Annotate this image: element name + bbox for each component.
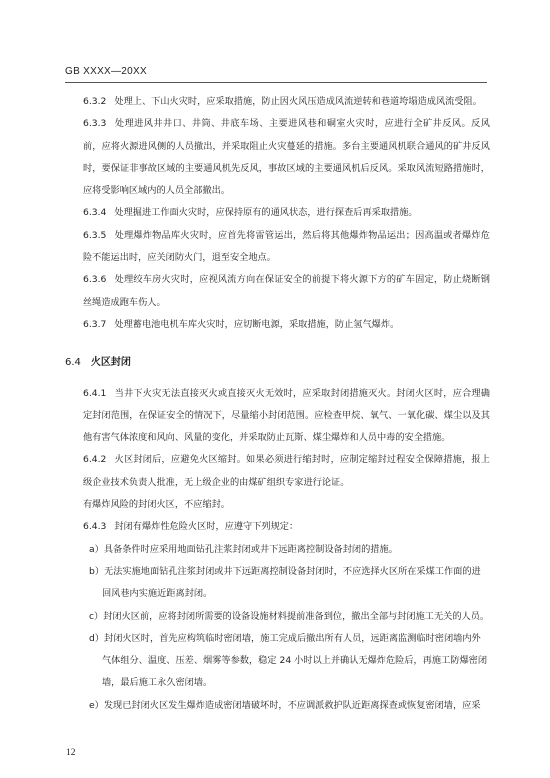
clause-6-4-2-note: 有爆炸风险的封闭火区，不应缩封。 <box>83 499 230 511</box>
clause-6-3-5: 6.3.5 处理爆炸物品库火灾时，应首先将雷管运出，然后将其他爆炸物品运出；因高温或者爆炸危险不能运出时，应关闭防火门，退至安全地点。 <box>83 229 490 264</box>
list-item-b: b）无法实施地面钻孔注浆封闭或井下远距离控制设备封闭时，不应选择火区所在采煤工作面的进 回风巷内实施近距离封闭。 <box>89 565 481 600</box>
list-item-c: c）封闭火区前，应将封闭所需要的设备设施材料提前准备到位，撤出全部与封闭施工无关的人员。 <box>89 610 490 622</box>
clause-6-3-3: 6.3.3 处理进风井井口、井筒、井底车场、主要进风巷和硐室火灾时，应进行全矿井反风。反风前，应将火源进风侧的人员撤出，并采取阻止火灾蔓延的措施。多台主要通风机联合通风的矿井反风时，要保证非事故区域的主要通风机先反风，事故区域的主要通风机后反风。采取风流短路措施时，应将受影响区域内的人员全部撤出。 <box>83 118 490 197</box>
clause-6-3-7: 6.3.7 处理蓄电池电机车库火灾时，应切断电源，采取措施，防止氢气爆炸。 <box>83 318 400 330</box>
page-number: 12 <box>66 748 76 758</box>
list-item-a: a）具备条件时应采用地面钻孔注浆封闭或井下远距离控制设备封闭的措施。 <box>89 543 398 555</box>
clause-6-3-2: 6.3.2 处理上、下山火灾时，应采取措施，防止因火风压造成风流逆转和巷道垮塌造成风流受阻。 <box>83 96 482 107</box>
document-body <box>65 91 490 717</box>
clause-6-4-2: 6.4.2 火区封闭后，应避免火区缩封。如果必须进行缩封时，应制定缩封过程安全保障措施，报上级企业技术负责人批准，无上级企业的由煤矿组织专家进行论证。 <box>83 454 490 488</box>
document-id: GB XXXX—20XX <box>65 66 147 77</box>
header-divider <box>65 82 487 83</box>
clause-6-4-3: 6.4.3 封闭有爆炸性危险火区时，应遵守下列规定： <box>83 521 299 533</box>
list-item-e: e）发现已封闭火区发生爆炸造成密闭墙破坏时，不应调派救护队近距离探查或恢复密闭墙，应采 <box>89 699 481 711</box>
clause-6-3-4: 6.3.4 处理掘进工作面火灾时，应保持原有的通风状态，进行探查后再采取措施。 <box>83 207 418 219</box>
section-heading: 6.4 火区封闭 <box>65 357 131 369</box>
clause-6-4-1: 6.4.1 当井下火灾无法直接灭火或直接灭火无效时，应采取封闭措施灭火。封闭火区时，应合理确定封闭范围，在保证安全的情况下，尽量缩小封闭范围。应检查甲烷、氧气、一氧化碳、煤尘以及其他有害气体浓度和风向、风量的变化，并采取防止瓦斯、煤尘爆炸和人员中毒的安全措施。 <box>83 387 490 444</box>
clause-6-3-6: 6.3.6 处理绞车房火灾时，应视风流方向在保证安全的前提下将火源下方的矿车固定，防止烧断钢丝绳造成跑车伤人。 <box>83 274 490 308</box>
list-item-d: d）封闭火区时，首先应构筑临时密闭墙，施工完成后撤出所有人员，远距离监测临时密闭墙内外 气体组分、温度、压差、烟雾等参数，稳定 24 小时以上并确认无爆炸危险后，再施工防爆密闭墙，最后施工永久密闭墙。 <box>89 632 488 689</box>
